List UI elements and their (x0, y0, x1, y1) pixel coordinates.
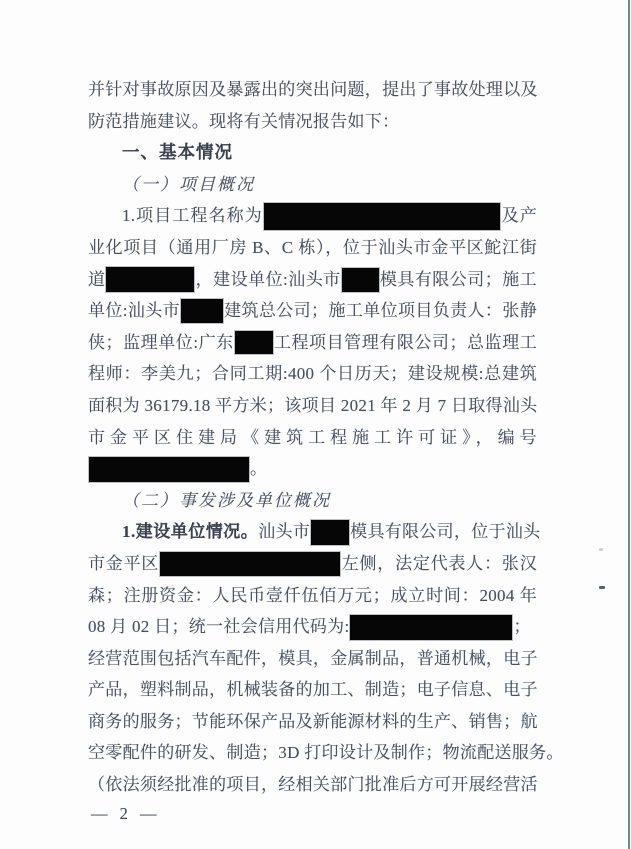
body-text: 08 月 02 日；统一社会信用代码为: (88, 617, 350, 637)
subsection-heading (88, 169, 537, 201)
document-body (88, 74, 564, 801)
redaction-box (311, 520, 349, 545)
body-line (88, 327, 537, 359)
scan-edge-line (628, 0, 630, 849)
body-text: ，建设单位:汕头市 (195, 269, 341, 289)
paragraph-lead-bold: 1.建设单位情况。 (122, 522, 259, 542)
body-text: 模具有限公司；施工 (379, 269, 537, 289)
page-number: — 2 — (91, 804, 161, 823)
scan-speck (599, 548, 603, 551)
body-line (88, 264, 537, 296)
scan-speck (599, 586, 605, 589)
body-line: 程师：李美九；合同工期:400 个日历天；建设规模:总建筑 (88, 364, 537, 384)
body-text: 市金平区 (88, 553, 160, 573)
subsection-heading-text: （二）事发涉及单位概况 (122, 490, 331, 510)
body-line: 产品，塑料制品，机械装备的加工、制造；电子信息、电子 (88, 680, 538, 700)
body-line: 业化项目（通用厂房 B、C 栋），位于汕头市金平区鮀江街 (88, 237, 537, 257)
body-text: ； (513, 617, 531, 637)
body-line: 市金平区住建局《建筑工程施工许可证》，编号 (88, 427, 537, 447)
redaction-box (89, 457, 249, 482)
body-text: 1.项目工程名称为 (122, 206, 263, 226)
body-text: 道 (88, 269, 106, 289)
body-line: 经营范围包括汽车配件，模具，金属制品，普通机械，电子 (88, 648, 538, 668)
body-line: 商务的服务；节能环保产品及新能源材料的生产、销售；航 (88, 711, 538, 731)
body-line: 并针对事故原因及暴露出的突出问题，提出了事故处理以及 (88, 80, 538, 99)
redaction-box (181, 299, 223, 323)
section-heading (88, 137, 537, 169)
body-line (88, 453, 537, 485)
redaction-box (264, 203, 500, 230)
body-text: 汕头市 (258, 522, 311, 542)
body-text: 左侧，法定代表人：张汉 (341, 553, 537, 573)
body-text: 侠；监理单位:广东 (88, 332, 234, 352)
body-line (88, 200, 537, 232)
subsection-heading (88, 485, 537, 517)
body-text: 模具有限公司，位于汕头 (350, 522, 541, 542)
redaction-box (235, 331, 273, 354)
subsection-heading-text: （一）项目概况 (122, 174, 255, 194)
body-text: 。 (250, 459, 268, 479)
redaction-box (106, 267, 194, 292)
body-line (88, 611, 537, 643)
body-line: 防范措施建议。现将有关情况报告如下： (88, 111, 400, 131)
body-text: 建筑总公司；施工单位项目负责人：张静 (224, 301, 537, 321)
body-line: 空零配件的研发、制造；3D 打印设计及制作；物流配送服务。 (88, 743, 564, 763)
body-line: （依法须经批准的项目，经相关部门批准后方可开展经营活 (88, 775, 538, 795)
body-text: 及产 (500, 206, 537, 226)
body-line: 森；注册资金：人民币壹仟伍佰万元；成立时间：2004 年 (88, 585, 537, 605)
redaction-box (342, 268, 379, 292)
section-heading-text: 一、基本情况 (122, 142, 233, 163)
body-line (88, 548, 537, 580)
body-line: 面积为 36179.18 平方米；该项目 2021 年 2 月 7 日取得汕头 (88, 395, 538, 415)
body-line (88, 295, 537, 327)
body-text: 单位:汕头市 (88, 301, 181, 321)
body-line (88, 516, 541, 548)
body-text: 工程项目管理有限公司；总监理工 (273, 332, 537, 352)
redaction-box (160, 552, 340, 576)
redaction-box (350, 615, 512, 640)
